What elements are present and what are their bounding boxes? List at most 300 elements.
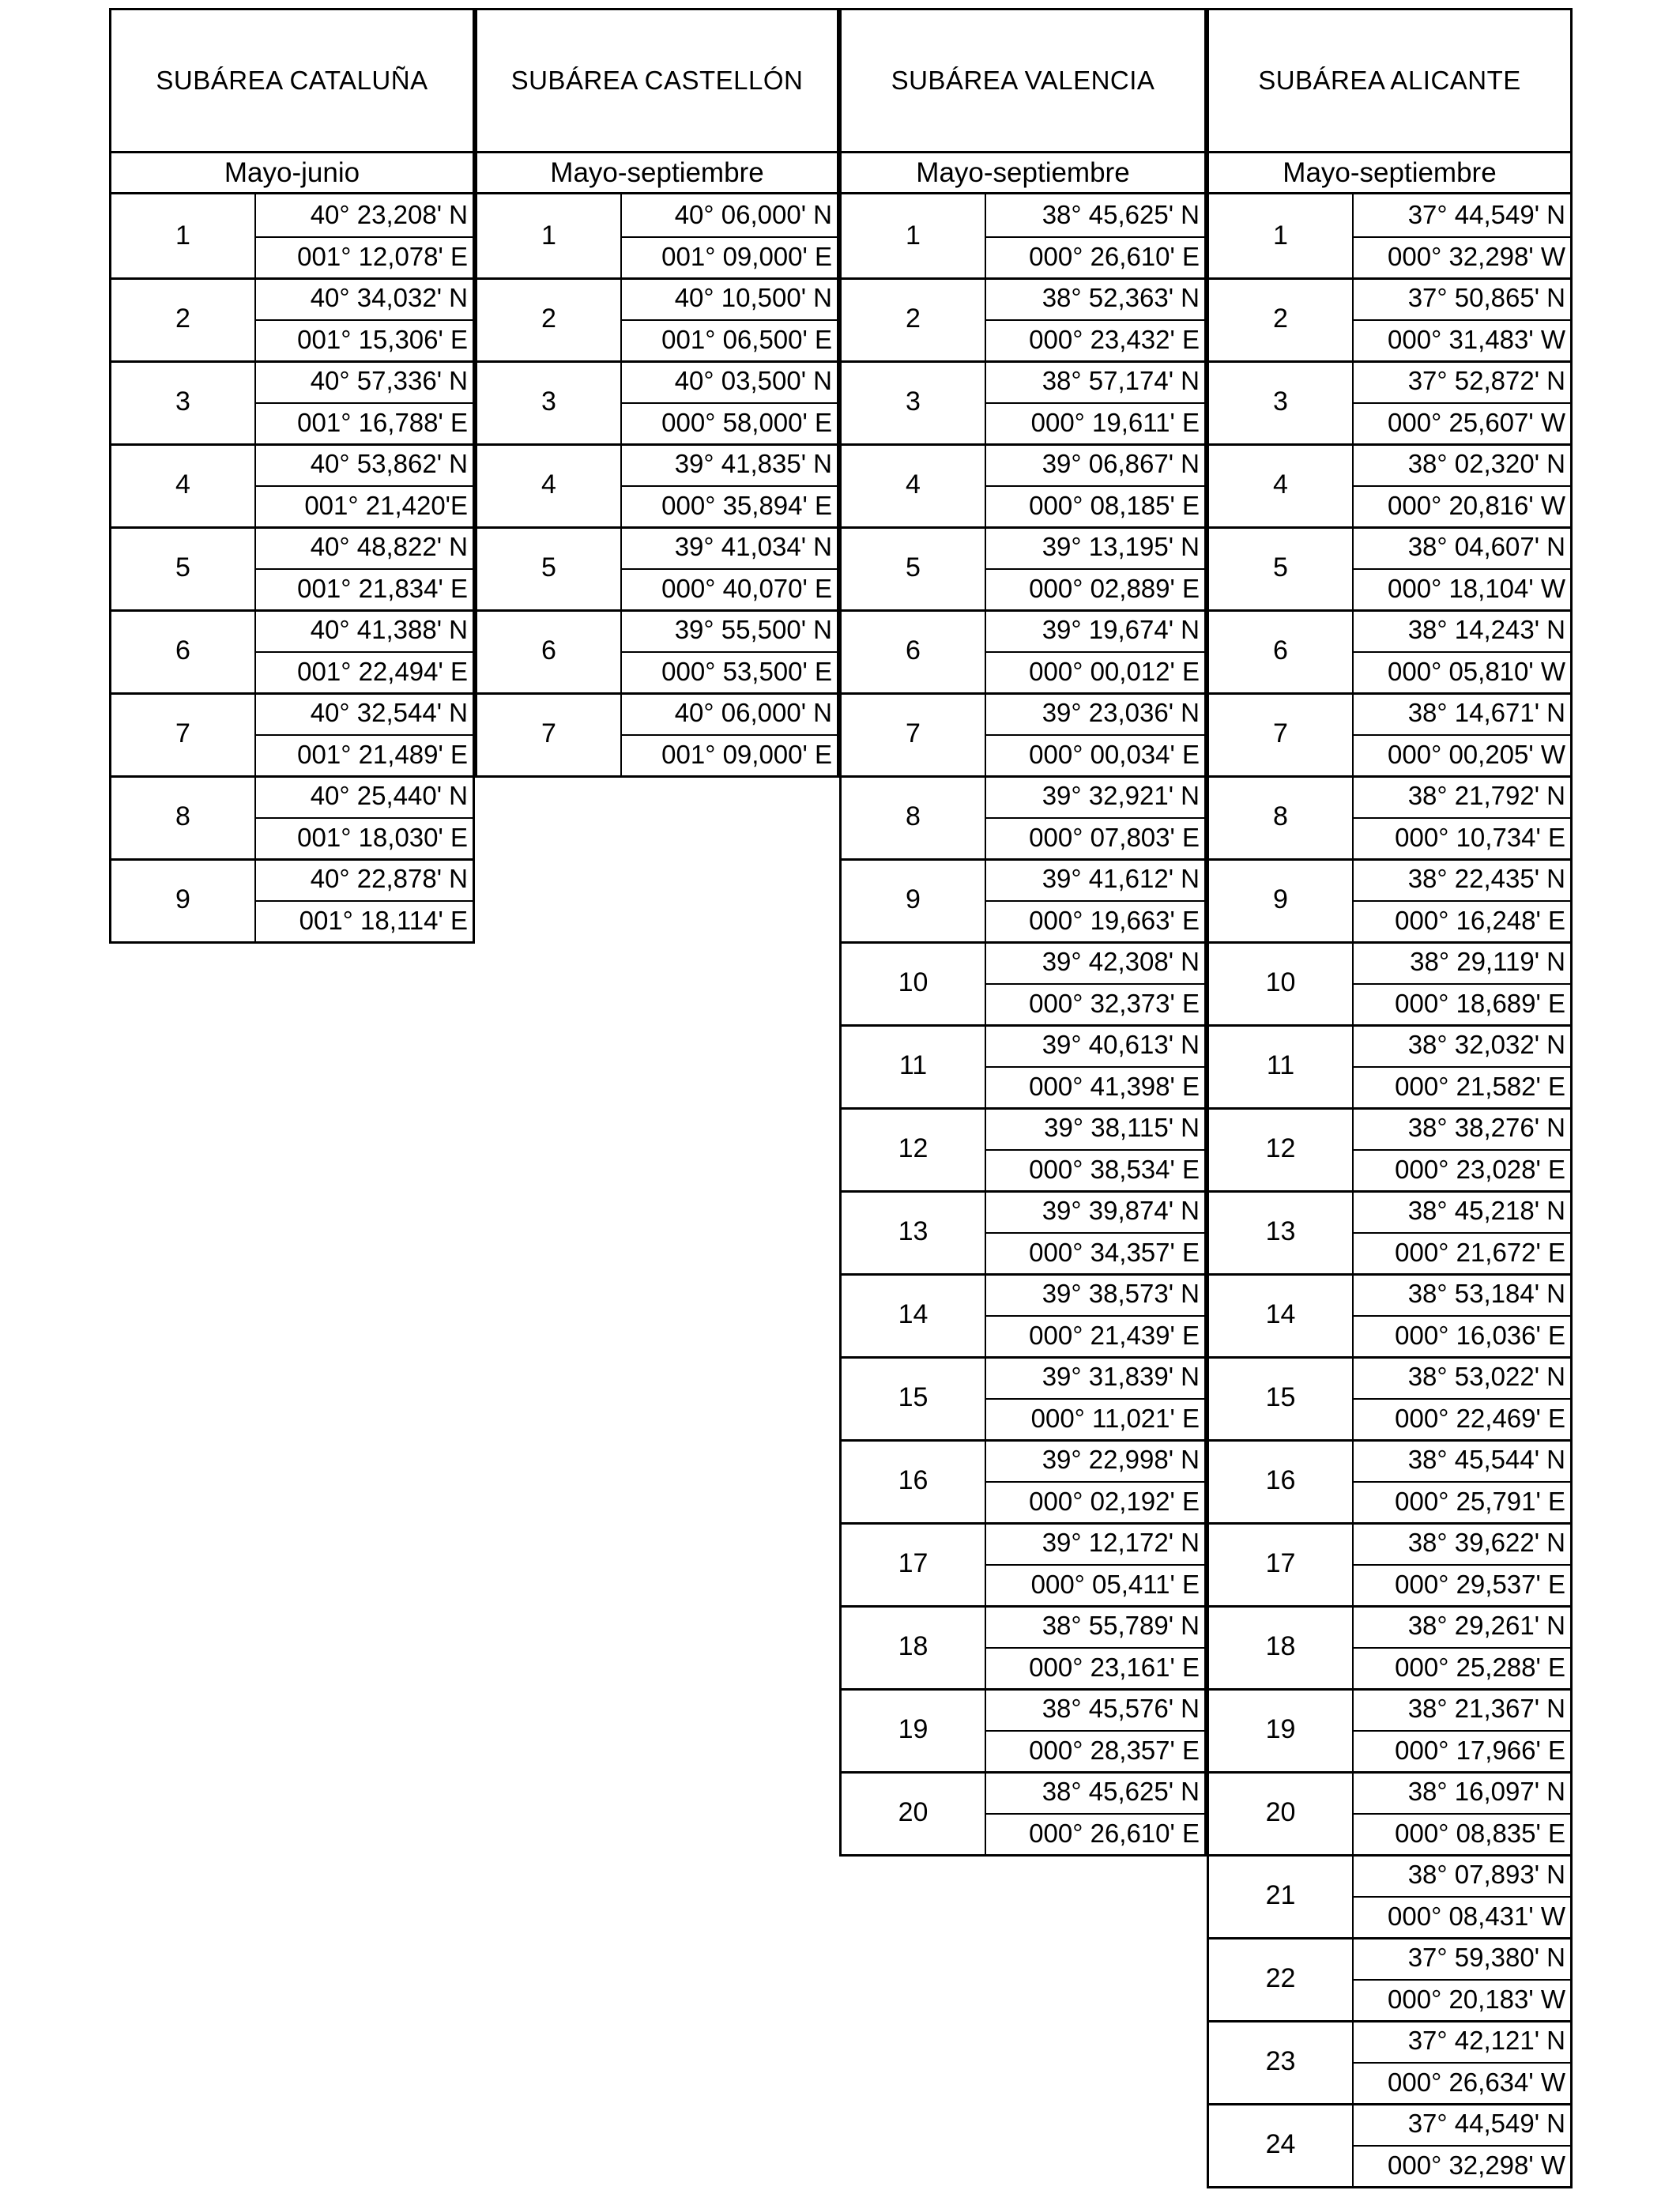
longitude-cell: 000° 25,791' E [1395,1486,1565,1516]
row-divider [1354,1813,1570,1815]
latitude-cell: 38° 57,174' N [1042,366,1200,396]
longitude-cell: 000° 41,398' E [1029,1071,1200,1101]
subarea-coordinates-table [475,194,839,778]
row-divider [256,651,473,653]
point-number: 6 [477,609,622,692]
longitude-cell: 000° 28,357' E [1029,1735,1200,1765]
latitude-cell: 38° 07,893' N [1407,1860,1565,1890]
latitude-cell: 38° 16,097' N [1407,1777,1565,1807]
subarea-title: SUBÁREA CATALUÑA [109,8,475,153]
point-number: 4 [111,443,256,526]
point-number: 19 [842,1688,986,1771]
longitude-cell: 000° 38,534' E [1029,1154,1200,1184]
row-divider [986,817,1204,819]
longitude-cell: 000° 08,835' E [1395,1818,1565,1848]
row-divider [986,1481,1204,1483]
row-divider [256,402,473,404]
row-divider [1354,485,1570,487]
point-divider [1209,443,1570,446]
row-divider [986,651,1204,653]
row-divider [1354,1896,1570,1898]
latitude-cell: 37° 52,872' N [1407,366,1565,396]
point-number: 21 [1209,1854,1354,1937]
latitude-cell: 38° 39,622' N [1407,1528,1565,1558]
point-divider [1209,1190,1570,1193]
point-divider [1209,1024,1570,1027]
latitude-cell: 39° 41,612' N [1042,864,1200,894]
point-number: 2 [1209,277,1354,360]
point-divider [842,1688,1204,1691]
row-divider [1354,2145,1570,2147]
row-divider [1354,402,1570,404]
row-divider [1354,1398,1570,1400]
latitude-cell: 38° 04,607' N [1407,532,1565,562]
longitude-cell: 000° 08,185' E [1029,490,1200,520]
point-number: 9 [111,858,256,941]
point-divider [111,277,473,280]
point-number: 11 [1209,1024,1354,1107]
row-divider [256,236,473,238]
latitude-cell: 38° 55,789' N [1042,1611,1200,1641]
point-number: 19 [1209,1688,1354,1771]
row-divider [256,817,473,819]
point-number: 8 [1209,775,1354,858]
point-number: 18 [1209,1605,1354,1688]
latitude-cell: 40° 32,544' N [310,698,468,728]
longitude-cell: 000° 19,663' E [1029,905,1200,935]
longitude-cell: 000° 05,810' W [1388,656,1565,686]
longitude-cell: 001° 12,078' E [297,241,468,271]
point-number: 17 [1209,1522,1354,1605]
latitude-cell: 38° 14,243' N [1407,615,1565,645]
point-divider [1209,526,1570,529]
point-divider [842,1605,1204,1608]
row-divider [986,1730,1204,1732]
longitude-cell: 000° 35,894' E [661,490,832,520]
point-divider [842,941,1204,944]
point-divider [1209,1854,1570,1857]
latitude-cell: 39° 06,867' N [1042,449,1200,479]
point-number: 15 [1209,1356,1354,1439]
point-number: 1 [477,194,622,277]
latitude-cell: 39° 55,500' N [674,615,832,645]
point-number: 6 [111,609,256,692]
row-divider [986,1398,1204,1400]
row-divider [1354,1481,1570,1483]
period-label: Mayo-septiembre [1207,153,1573,194]
row-divider [622,651,837,653]
latitude-cell: 38° 22,435' N [1407,864,1565,894]
longitude-cell: 000° 16,248' E [1395,905,1565,935]
longitude-cell: 000° 00,205' W [1388,739,1565,769]
row-divider [986,485,1204,487]
row-divider [986,1647,1204,1649]
latitude-cell: 37° 42,121' N [1407,2026,1565,2056]
longitude-cell: 000° 00,012' E [1029,656,1200,686]
point-number: 3 [111,360,256,443]
longitude-cell: 001° 21,834' E [297,573,468,603]
point-number: 14 [842,1273,986,1356]
longitude-cell: 000° 00,034' E [1029,739,1200,769]
latitude-cell: 39° 32,921' N [1042,781,1200,811]
latitude-cell: 40° 03,500' N [674,366,832,396]
latitude-cell: 39° 13,195' N [1042,532,1200,562]
longitude-cell: 000° 29,537' E [1395,1569,1565,1599]
latitude-cell: 38° 45,544' N [1407,1445,1565,1475]
row-divider [622,402,837,404]
row-divider [986,1149,1204,1151]
row-divider [986,734,1204,736]
subarea-coordinates-table [839,194,1207,1857]
point-number: 18 [842,1605,986,1688]
point-number: 23 [1209,2020,1354,2103]
longitude-cell: 000° 11,021' E [1030,1403,1200,1433]
point-number: 9 [842,858,986,941]
row-divider [1354,1232,1570,1234]
period-label: Mayo-septiembre [475,153,839,194]
longitude-cell: 000° 58,000' E [661,407,832,437]
latitude-cell: 39° 23,036' N [1042,698,1200,728]
point-number: 24 [1209,2103,1354,2186]
point-number: 3 [477,360,622,443]
longitude-cell: 001° 09,000' E [661,241,832,271]
point-divider [1209,692,1570,695]
subarea-coordinates-table [1207,194,1573,2188]
latitude-cell: 38° 32,032' N [1407,1030,1565,1060]
point-number: 5 [477,526,622,609]
point-number: 12 [1209,1107,1354,1190]
point-number: 5 [111,526,256,609]
latitude-cell: 40° 23,208' N [310,200,468,230]
point-number: 6 [842,609,986,692]
point-divider [1209,2020,1570,2022]
row-divider [622,319,837,321]
latitude-cell: 39° 12,172' N [1042,1528,1200,1558]
point-number: 1 [111,194,256,277]
row-divider [622,485,837,487]
longitude-cell: 001° 06,500' E [661,324,832,354]
point-divider [477,609,837,612]
latitude-cell: 40° 10,500' N [674,283,832,313]
point-divider [111,775,473,778]
point-divider [477,526,837,529]
row-divider [256,485,473,487]
latitude-cell: 38° 45,576' N [1042,1694,1200,1724]
point-divider [842,1522,1204,1525]
longitude-cell: 001° 18,030' E [297,822,468,852]
row-divider [1354,1564,1570,1566]
longitude-cell: 000° 16,036' E [1395,1320,1565,1350]
point-divider [842,1190,1204,1193]
longitude-cell: 000° 23,161' E [1029,1652,1200,1682]
point-divider [1209,1522,1570,1525]
latitude-cell: 38° 53,022' N [1407,1362,1565,1392]
subarea-title: SUBÁREA ALICANTE [1207,8,1573,153]
point-number: 4 [1209,443,1354,526]
point-divider [477,443,837,446]
longitude-cell: 000° 26,610' E [1029,1818,1200,1848]
point-divider [1209,2103,1570,2105]
row-divider [986,900,1204,902]
latitude-cell: 37° 44,549' N [1407,200,1565,230]
row-divider [1354,1979,1570,1981]
point-divider [111,360,473,363]
longitude-cell: 000° 26,610' E [1029,241,1200,271]
longitude-cell: 000° 20,816' W [1388,490,1565,520]
latitude-cell: 39° 42,308' N [1042,947,1200,977]
latitude-cell: 38° 02,320' N [1407,449,1565,479]
point-divider [1209,1937,1570,1940]
latitude-cell: 39° 38,573' N [1042,1279,1200,1309]
point-number: 12 [842,1107,986,1190]
point-divider [1209,360,1570,363]
latitude-cell: 39° 19,674' N [1042,615,1200,645]
subarea-title: SUBÁREA CASTELLÓN [475,8,839,153]
point-divider [111,858,473,861]
point-divider [842,1273,1204,1276]
point-number: 7 [111,692,256,775]
point-number: 8 [111,775,256,858]
point-divider [842,360,1204,363]
row-divider [986,1813,1204,1815]
row-divider [1354,2062,1570,2064]
longitude-cell: 000° 23,028' E [1395,1154,1565,1184]
longitude-cell: 000° 32,298' W [1388,241,1565,271]
latitude-cell: 37° 59,380' N [1407,1943,1565,1973]
latitude-cell: 40° 48,822' N [310,532,468,562]
latitude-cell: 39° 31,839' N [1042,1362,1200,1392]
longitude-cell: 000° 31,483' W [1388,324,1565,354]
point-number: 4 [842,443,986,526]
row-divider [986,568,1204,570]
longitude-cell: 000° 32,298' W [1388,2150,1565,2180]
row-divider [1354,1730,1570,1732]
latitude-cell: 38° 29,119' N [1410,947,1565,977]
point-divider [111,443,473,446]
point-divider [111,526,473,529]
row-divider [1354,817,1570,819]
latitude-cell: 38° 45,218' N [1407,1196,1565,1226]
latitude-cell: 40° 06,000' N [674,698,832,728]
longitude-cell: 000° 22,469' E [1395,1403,1565,1433]
latitude-cell: 39° 40,613' N [1042,1030,1200,1060]
latitude-cell: 40° 06,000' N [674,200,832,230]
subarea-coordinates-table [109,194,475,944]
latitude-cell: 39° 39,874' N [1042,1196,1200,1226]
row-divider [986,236,1204,238]
longitude-cell: 000° 26,634' W [1388,2067,1565,2097]
latitude-cell: 40° 41,388' N [310,615,468,645]
latitude-cell: 38° 29,261' N [1407,1611,1565,1641]
latitude-cell: 38° 53,184' N [1407,1279,1565,1309]
point-number: 1 [1209,194,1354,277]
row-divider [986,1066,1204,1068]
point-divider [842,609,1204,612]
latitude-cell: 38° 52,363' N [1042,283,1200,313]
point-divider [1209,1439,1570,1442]
point-number: 10 [842,941,986,1024]
point-divider [1209,277,1570,280]
point-number: 2 [842,277,986,360]
longitude-cell: 000° 20,183' W [1388,1984,1565,2014]
row-divider [986,1232,1204,1234]
longitude-cell: 000° 05,411' E [1030,1569,1200,1599]
longitude-cell: 000° 21,672' E [1395,1237,1565,1267]
row-divider [622,568,837,570]
point-number: 3 [842,360,986,443]
latitude-cell: 39° 38,115' N [1044,1113,1200,1143]
latitude-cell: 40° 22,878' N [310,864,468,894]
longitude-cell: 001° 21,420'E [304,490,468,520]
row-divider [256,319,473,321]
longitude-cell: 000° 18,689' E [1395,988,1565,1018]
longitude-cell: 000° 18,104' W [1388,573,1565,603]
longitude-cell: 000° 08,431' W [1388,1901,1565,1931]
row-divider [1354,236,1570,238]
row-divider [1354,1647,1570,1649]
point-number: 16 [842,1439,986,1522]
point-divider [842,526,1204,529]
longitude-cell: 000° 10,734' E [1395,822,1565,852]
point-divider [1209,1688,1570,1691]
point-number: 13 [842,1190,986,1273]
point-divider [842,858,1204,861]
row-divider [1354,983,1570,985]
point-divider [842,443,1204,446]
row-divider [622,734,837,736]
latitude-cell: 40° 34,032' N [310,283,468,313]
point-divider [842,692,1204,695]
point-number: 5 [842,526,986,609]
longitude-cell: 000° 17,966' E [1395,1735,1565,1765]
longitude-cell: 000° 40,070' E [661,573,832,603]
point-divider [111,609,473,612]
longitude-cell: 000° 02,192' E [1029,1486,1200,1516]
row-divider [1354,319,1570,321]
point-divider [477,692,837,695]
point-number: 7 [842,692,986,775]
latitude-cell: 38° 21,792' N [1407,781,1565,811]
longitude-cell: 000° 02,889' E [1029,573,1200,603]
row-divider [986,1315,1204,1317]
row-divider [986,319,1204,321]
row-divider [1354,1315,1570,1317]
longitude-cell: 000° 32,373' E [1029,988,1200,1018]
latitude-cell: 37° 50,865' N [1407,283,1565,313]
point-divider [1209,1273,1570,1276]
longitude-cell: 001° 15,306' E [297,324,468,354]
longitude-cell: 000° 07,803' E [1029,822,1200,852]
latitude-cell: 38° 45,625' N [1042,1777,1200,1807]
point-divider [1209,941,1570,944]
point-divider [1209,858,1570,861]
point-divider [842,1771,1204,1774]
point-number: 1 [842,194,986,277]
longitude-cell: 000° 34,357' E [1029,1237,1200,1267]
point-number: 13 [1209,1190,1354,1273]
point-divider [842,1107,1204,1110]
point-number: 7 [477,692,622,775]
row-divider [1354,568,1570,570]
subarea-title: SUBÁREA VALENCIA [839,8,1207,153]
row-divider [986,983,1204,985]
point-divider [1209,1356,1570,1359]
point-number: 4 [477,443,622,526]
longitude-cell: 000° 25,288' E [1395,1652,1565,1682]
latitude-cell: 40° 57,336' N [310,366,468,396]
latitude-cell: 40° 53,862' N [310,449,468,479]
point-number: 7 [1209,692,1354,775]
longitude-cell: 001° 22,494' E [297,656,468,686]
point-number: 6 [1209,609,1354,692]
period-label: Mayo-septiembre [839,153,1207,194]
point-number: 10 [1209,941,1354,1024]
latitude-cell: 38° 45,625' N [1042,200,1200,230]
point-divider [842,277,1204,280]
point-divider [842,1356,1204,1359]
point-divider [111,692,473,695]
point-divider [842,775,1204,778]
point-number: 2 [111,277,256,360]
period-label: Mayo-junio [109,153,475,194]
latitude-cell: 39° 41,835' N [674,449,832,479]
row-divider [1354,900,1570,902]
point-number: 16 [1209,1439,1354,1522]
longitude-cell: 000° 19,611' E [1030,407,1200,437]
point-number: 9 [1209,858,1354,941]
point-divider [1209,1771,1570,1774]
row-divider [1354,734,1570,736]
row-divider [986,1564,1204,1566]
longitude-cell: 001° 16,788' E [297,407,468,437]
point-number: 14 [1209,1273,1354,1356]
point-divider [1209,1107,1570,1110]
point-divider [1209,1605,1570,1608]
longitude-cell: 001° 21,489' E [297,739,468,769]
row-divider [1354,651,1570,653]
point-number: 15 [842,1356,986,1439]
point-number: 11 [842,1024,986,1107]
latitude-cell: 38° 38,276' N [1407,1113,1565,1143]
longitude-cell: 000° 21,582' E [1395,1071,1565,1101]
row-divider [986,402,1204,404]
point-number: 22 [1209,1937,1354,2020]
row-divider [256,734,473,736]
longitude-cell: 000° 53,500' E [661,656,832,686]
row-divider [1354,1149,1570,1151]
point-divider [842,1024,1204,1027]
longitude-cell: 001° 09,000' E [661,739,832,769]
latitude-cell: 38° 14,671' N [1407,698,1565,728]
latitude-cell: 38° 21,367' N [1407,1694,1565,1724]
point-number: 2 [477,277,622,360]
longitude-cell: 000° 25,607' W [1388,407,1565,437]
row-divider [1354,1066,1570,1068]
point-number: 3 [1209,360,1354,443]
point-divider [842,1439,1204,1442]
point-divider [1209,609,1570,612]
longitude-cell: 000° 21,439' E [1029,1320,1200,1350]
longitude-cell: 001° 18,114' E [299,905,468,935]
row-divider [256,568,473,570]
point-divider [477,277,837,280]
point-number: 5 [1209,526,1354,609]
longitude-cell: 000° 23,432' E [1029,324,1200,354]
row-divider [256,900,473,902]
point-number: 17 [842,1522,986,1605]
latitude-cell: 39° 41,034' N [674,532,832,562]
latitude-cell: 39° 22,998' N [1042,1445,1200,1475]
